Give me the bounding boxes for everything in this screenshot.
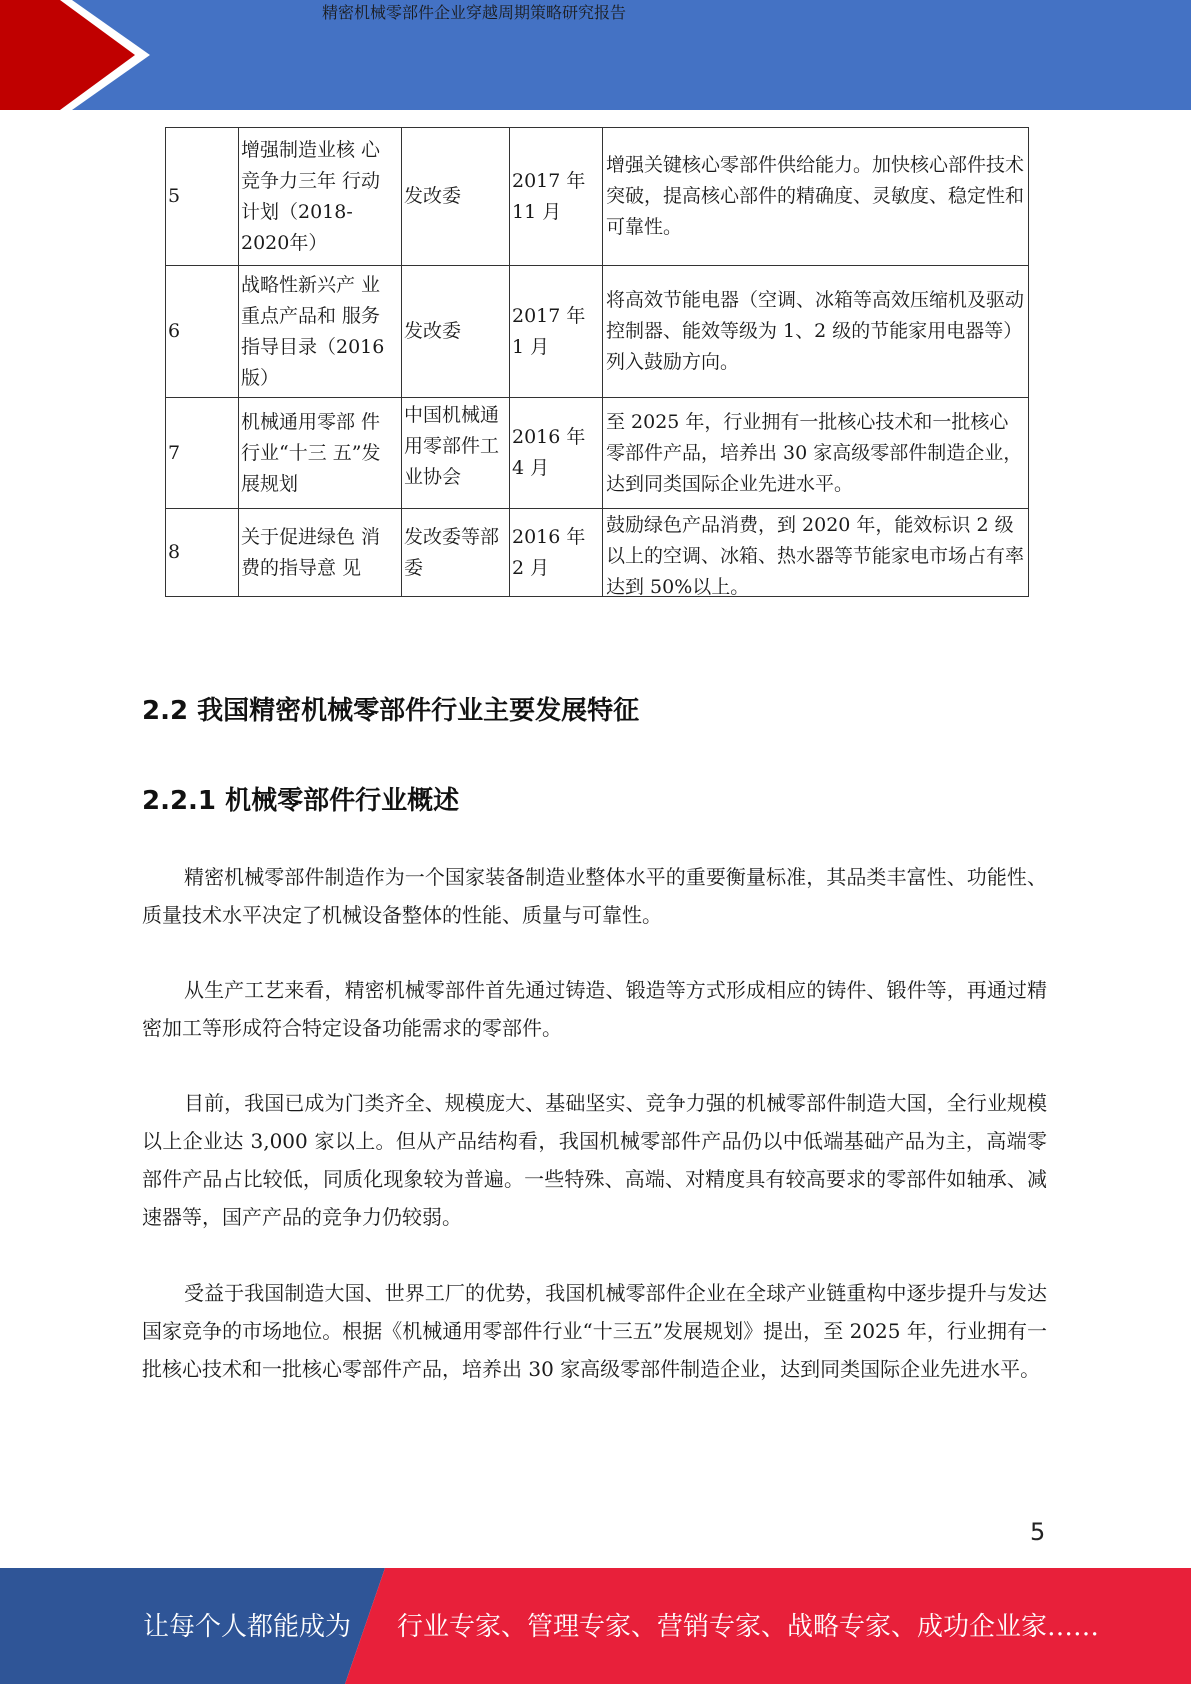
issue-date: 2016 年 4 月 bbox=[510, 398, 603, 509]
issue-date: 2017 年 1 月 bbox=[510, 266, 603, 398]
table-row bbox=[166, 266, 1029, 398]
row-number: 5 bbox=[166, 128, 239, 266]
subsection-heading: 2.2.1 机械零部件行业概述 bbox=[142, 786, 460, 816]
policy-description: 至 2025 年，行业拥有一批核心技术和一批核心零部件产品，培养出 30 家高级零部件制造企业，达到同类国际企业先进水平。 bbox=[603, 398, 1029, 509]
issue-date: 2016 年 2 月 bbox=[510, 509, 603, 597]
table-row bbox=[166, 398, 1029, 509]
section-heading: 2.2 我国精密机械零部件行业主要发展特征 bbox=[142, 696, 640, 726]
footer-slogan-right: 行业专家、管理专家、营销专家、战略专家、成功企业家…… bbox=[397, 1612, 1100, 1642]
row-number: 8 bbox=[166, 509, 239, 597]
table-row bbox=[166, 509, 1029, 597]
issuing-org bbox=[402, 398, 510, 509]
policy-description bbox=[603, 509, 1029, 597]
policy-description: 增强关键核心零部件供给能力。加快核心部件技术突破，提高核心部件的精确度、灵敏度、稳定性和可靠性。 bbox=[603, 128, 1029, 266]
issue-date: 2017 年 11 月 bbox=[510, 128, 603, 266]
page-number: 5 bbox=[1030, 1518, 1046, 1546]
issuing-org-text: 中国机械通用零部件工业协会 bbox=[404, 404, 500, 488]
policy-name: 战略性新兴产 业重点产品和 服务指导目录（2016版） bbox=[239, 266, 402, 398]
body-paragraph: 精密机械零部件制造作为一个国家装备制造业整体水平的重要衡量标准，其品类丰富性、功能性、质量技术水平决定了机械设备整体的性能、质量与可靠性。 bbox=[142, 865, 1047, 927]
body-paragraph: 目前，我国已成为门类齐全、规模庞大、基础坚实、竞争力强的机械零部件制造大国，全行业规模以上企业达 3,000 家以上。但从产品结构看，我国机械零部件产品仍以中低端基础产品为主，高端零部件产品占比较低，同质化现象较为普遍。一些特殊、高端、对精度具有较高要求的零部件如轴承、减速器等，国产产品的竞争力仍较弱。 bbox=[142, 1091, 1047, 1229]
page-header bbox=[0, 0, 1191, 110]
policy-description-text: 鼓励绿色产品消费，到 2020 年，能效标识 2 级以上的空调、冰箱、热水器等节能家电市场占有率达到 50%以上。 bbox=[606, 513, 1025, 596]
row-number: 7 bbox=[166, 398, 239, 509]
body-paragraph: 受益于我国制造大国、世界工厂的优势，我国机械零部件企业在全球产业链重构中逐步提升与发达国家竞争的市场地位。根据《机械通用零部件行业“十三五”发展规划》提出，至 2025 年，行业拥有一批核心技术和一批核心零部件产品，培养出 30 家高级零部件制造企业，达到同类国际企业先进水平。 bbox=[142, 1281, 1047, 1381]
policy-name: 增强制造业核 心竞争力三年 行动计划（2018-2020年） bbox=[239, 128, 402, 266]
body-paragraph: 从生产工艺来看，精密机械零部件首先通过铸造、锻造等方式形成相应的铸件、锻件等，再通过精密加工等形成符合特定设备功能需求的零部件。 bbox=[142, 978, 1047, 1040]
policy-name: 机械通用零部 件行业“十三 五”发展规划 bbox=[239, 398, 402, 509]
issuing-org: 发改委 bbox=[402, 266, 510, 398]
report-title: 精密机械零部件企业穿越周期策略研究报告 bbox=[322, 3, 627, 22]
policy-description: 将高效节能电器（空调、冰箱等高效压缩机及驱动控制器、能效等级为 1、2 级的节能家用电器等）列入鼓励方向。 bbox=[603, 266, 1029, 398]
footer-slogan-left: 让每个人都能成为 bbox=[143, 1612, 352, 1642]
issuing-org: 发改委 bbox=[402, 128, 510, 266]
issuing-org: 发改委等部委 bbox=[402, 509, 510, 597]
table-row bbox=[166, 128, 1029, 266]
policy-table bbox=[165, 127, 1029, 597]
policy-name: 关于促进绿色 消费的指导意 见 bbox=[239, 509, 402, 597]
row-number: 6 bbox=[166, 266, 239, 398]
page-footer bbox=[0, 1568, 1191, 1684]
